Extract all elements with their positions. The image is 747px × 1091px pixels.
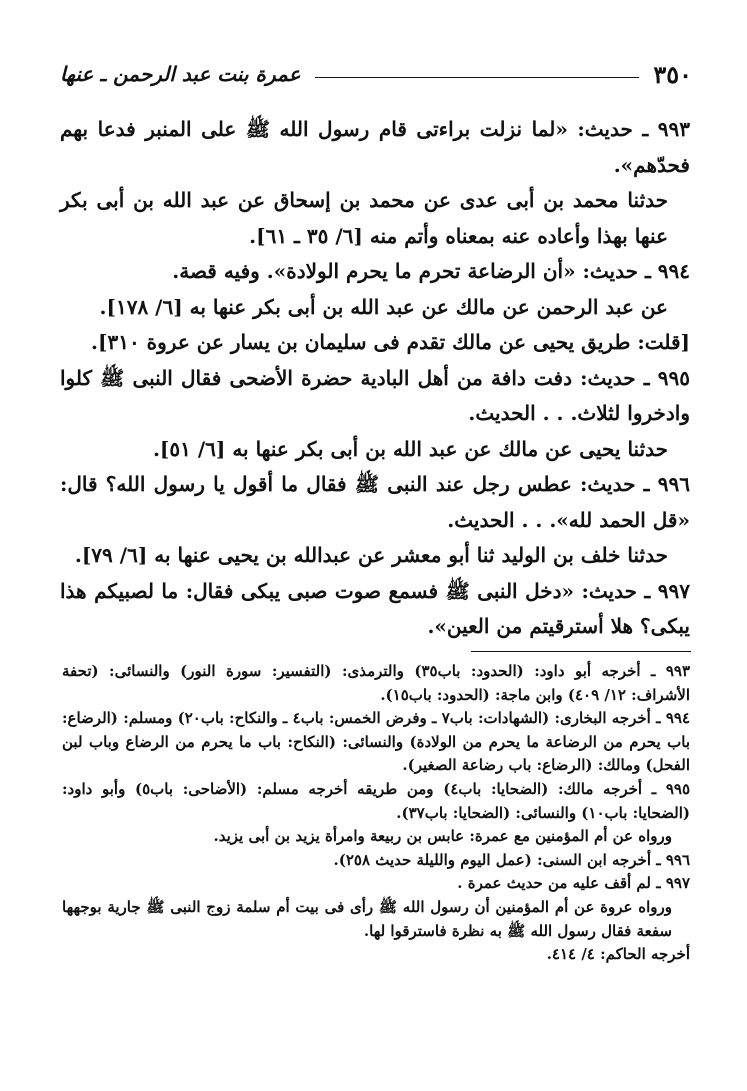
header-rule — [315, 77, 640, 78]
footnote-996: ٩٩٦ ـ أخرجه ابن السنى: (عمل اليوم والليلة حديث ٢٥٨). — [333, 850, 690, 869]
hadith-995: ٩٩٥ ـ حديث: دفت دافة من أهل البادية حضرة الأضحى فقال النبى ﷺ كلوا وادخروا لثلاث. . . الحديث. — [60, 365, 690, 425]
main-text — [60, 112, 690, 645]
hadith-996: ٩٩٦ ـ حديث: عطس رجل عند النبى ﷺ فقال ما أقول يا رسول الله؟ قال: «قل الحمد لله». . . الحديث. — [60, 472, 690, 532]
isnad-993: حدثنا محمد بن أبى عدى عن محمد بن إسحاق عن عبد الله بن أبى بكر عنها بهذا وأعاده عنه بمعناه وأتم منه [٦/ ٣٥ ـ ٦١]. — [60, 188, 668, 248]
isnad-996: حدثنا خلف بن الوليد ثنا أبو معشر عن عبدالله بن يحيى عنها به [٦/ ٧٩]. — [74, 543, 668, 567]
running-title: عمرة بنت عبد الرحمن ـ عنها — [60, 62, 301, 86]
footnote-995-note: ورواه عن أم المؤمنين مع عمرة: عابس بن ربيعة وامرأة يزيد بن أبى يزيد. — [213, 827, 672, 846]
page-number: ٣٥٠ — [653, 59, 692, 89]
page-header — [60, 56, 692, 92]
hadith-997: ٩٩٧ ـ حديث: «دخل النبى ﷺ فسمع صوت صبى يبكى فقال: ما لصبيكم هذا يبكى؟ هلا أسترقيتم من العين». — [60, 578, 690, 638]
footnote-997-note: ورواه عروة عن أم المؤمنين أن رسول الله ﷺ رأى فى بيت أم سلمة زوج النبى ﷺ جارية بوجهها سفعة فقال رسول الله ﷺ به نظرة فاسترقوا لها. — [62, 897, 672, 940]
footnote-995: ٩٩٥ ـ أخرجه مالك: (الضحايا: باب٤) ومن طريقه أخرجه مسلم: (الأضاحى: باب٥) وأبو داود: (الضحايا: باب١٠) والنسائى: (الضحايا: باب٣٧). — [62, 779, 690, 822]
hadith-994: ٩٩٤ ـ حديث: «أن الرضاعة تحرم ما يحرم الولادة». وفيه قصة. — [172, 259, 690, 283]
editor-note-994: [قلت: طريق يحيى عن مالك تقدم فى سليمان بن يسار عن عروة ٣١٠]. — [91, 330, 690, 354]
isnad-995: حدثنا يحيى عن مالك عن عبد الله بن أبى بكر عنها به [٦/ ٥١]. — [152, 436, 668, 461]
hadith-993: ٩٩٣ ـ حديث: «لما نزلت براءتى قام رسول الله ﷺ على المنبر فدعا بهم فحدّهم». — [60, 117, 690, 177]
footnote-997: ٩٩٧ ـ لم أقف عليه من حديث عمرة . — [457, 874, 690, 893]
footnote-994: ٩٩٤ ـ أخرجه البخارى: (الشهادات: باب٧ ـ وفرض الخمس: باب٤ ـ والنكاح: باب٢٠) ومسلم: (الرضاع: باب يحرم من الرضاعة ما يحرم من الولادة) والنسائى: (النكاح: باب ما يحرم من الرضاع وباب لبن الفحل) ومالك: (الرضاع: باب رضاعة الصغير). — [62, 709, 691, 775]
isnad-994: عن عبد الرحمن عن مالك عن عبد الله بن أبى بكر عنها به [٦/ ١٧٨]. — [99, 294, 668, 319]
footnote-997-source: أخرجه الحاكم: ٤/ ٤١٤. — [546, 945, 690, 964]
footnote-separator — [471, 651, 691, 652]
footnotes — [62, 660, 690, 967]
footnote-993: ٩٩٣ ـ أخرجه أبو داود: (الحدود: باب٣٥) والترمذى: (التفسير: سورة النور) والنسائى: (تحفة الأشراف: ١٢/ ٤٠٩) وابن ماجة: (الحدود: باب١٥). — [62, 662, 690, 704]
